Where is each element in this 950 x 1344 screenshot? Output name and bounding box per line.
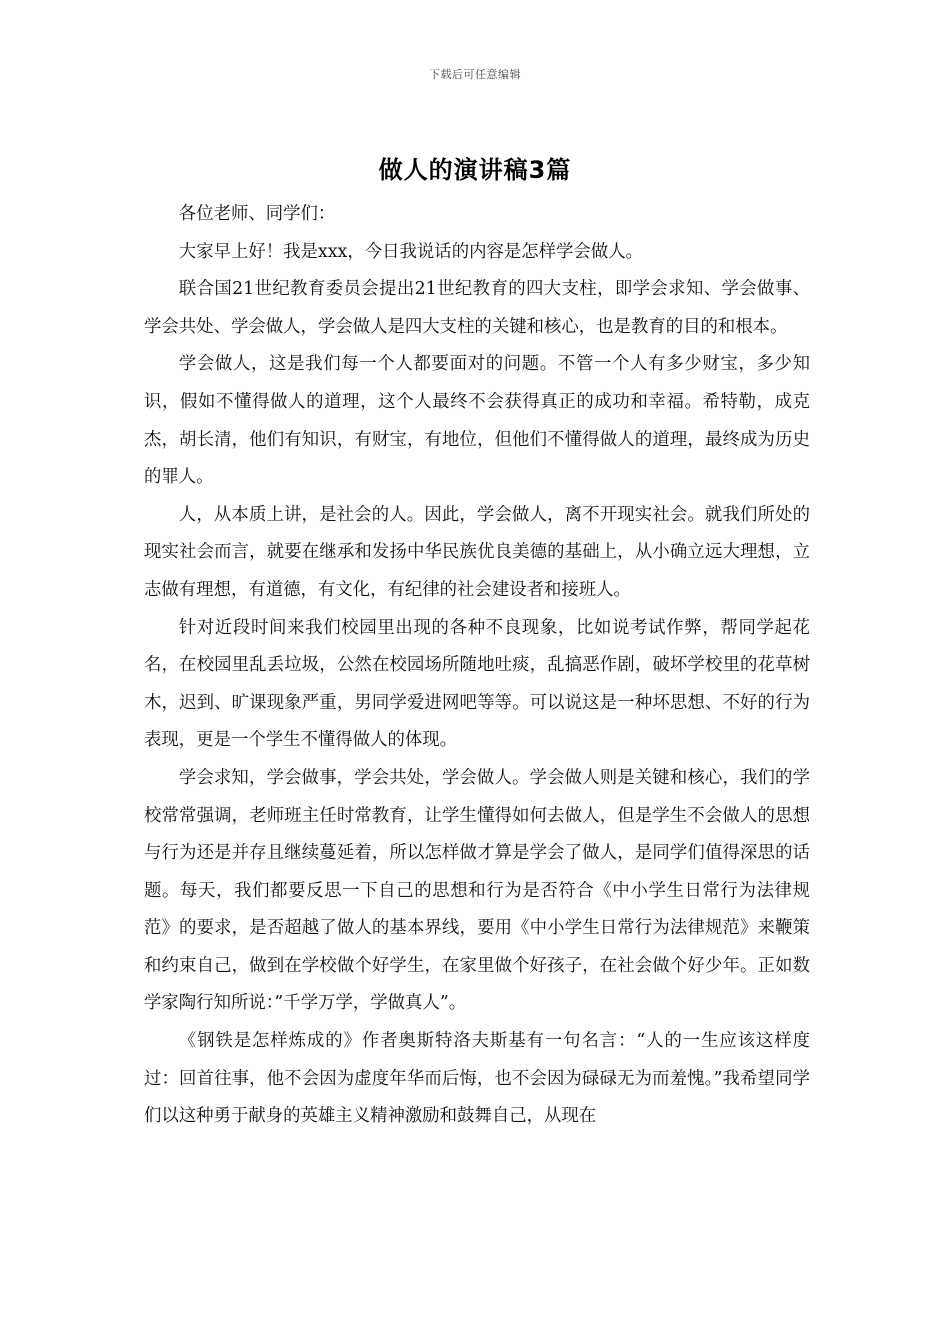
paragraph-intro: 大家早上好！我是xxx，今日我说话的内容是怎样学会做人。 (178, 241, 643, 262)
paragraph-greeting: 各位老师、同学们： (178, 204, 336, 224)
page-title: 做人的演讲稿3篇 (378, 156, 572, 184)
paragraph-learning-to-be: 学会做人，这是我们每一个人都要面对的问题。不管一个人有多少财宝，多少知识，假如不懂得做人的道理，这个人最终不会获得真正的成功和幸福。希特勒，成克杰，胡长清，他们有知识，有财宝，有地位，但他们不懂得做人的道理，最终成为历史的罪人。 (144, 354, 810, 488)
paragraph-quote: 《钢铁是怎样炼成的》作者奥斯特洛夫斯基有一句名言：“人的一生应该这样度过：回首往事，他不会因为虚度年华而后悔，也不会因为碌碌无为而羞愧。”我希望同学们以这种勇于献身的英雄主义精神激励和鼓舞自己，从现在 (144, 1031, 810, 1127)
paragraph-pillars: 联合国21世纪教育委员会提出21世纪教育的四大支柱，即学会求知、学会做事、学会共处、学会做人，学会做人是四大支柱的关键和核心，也是教育的目的和根本。 (144, 279, 810, 337)
document-body (144, 196, 810, 1136)
paragraph-social-person: 人，从本质上讲，是社会的人。因此，学会做人，离不开现实社会。就我们所处的现实社会而言，就要在继承和发扬中华民族优良美德的基础上，从小确立远大理想，立志做有理想，有道德，有文化，有纪律的社会建设者和接班人。 (144, 504, 810, 600)
header-note: 下载后可任意编辑 (429, 68, 521, 81)
paragraph-campus-issues: 针对近段时间来我们校园里出现的各种不良现象，比如说考试作弊，帮同学起花名，在校园里乱丢垃圾，公然在校园场所随地吐痰，乱搞恶作剧，破坏学校里的花草树木，迟到、旷课现象严重，男同学爱进网吧等等。可以说这是一种坏思想、不好的行为表现，更是一个学生不懂得做人的体现。 (144, 617, 810, 751)
paragraph-reflection: 学会求知，学会做事，学会共处，学会做人。学会做人则是关键和核心，我们的学校常常强调，老师班主任时常教育，让学生懂得如何去做人，但是学生不会做人的思想与行为还是并存且继续蔓延着，所以怎样做才算是学会了做人，是同学们值得深思的话题。每天，我们都要反思一下自己的思想和行为是否符合《中小学生日常行为法律规范》的要求，是否超越了做人的基本界线，要用《中小学生日常行为法律规范》来鞭策和约束自己，做到在学校做个好学生，在家里做个好孩子，在社会做个好少年。正如数学家陶行知所说：”千学万学，学做真人”。 (144, 767, 810, 1014)
